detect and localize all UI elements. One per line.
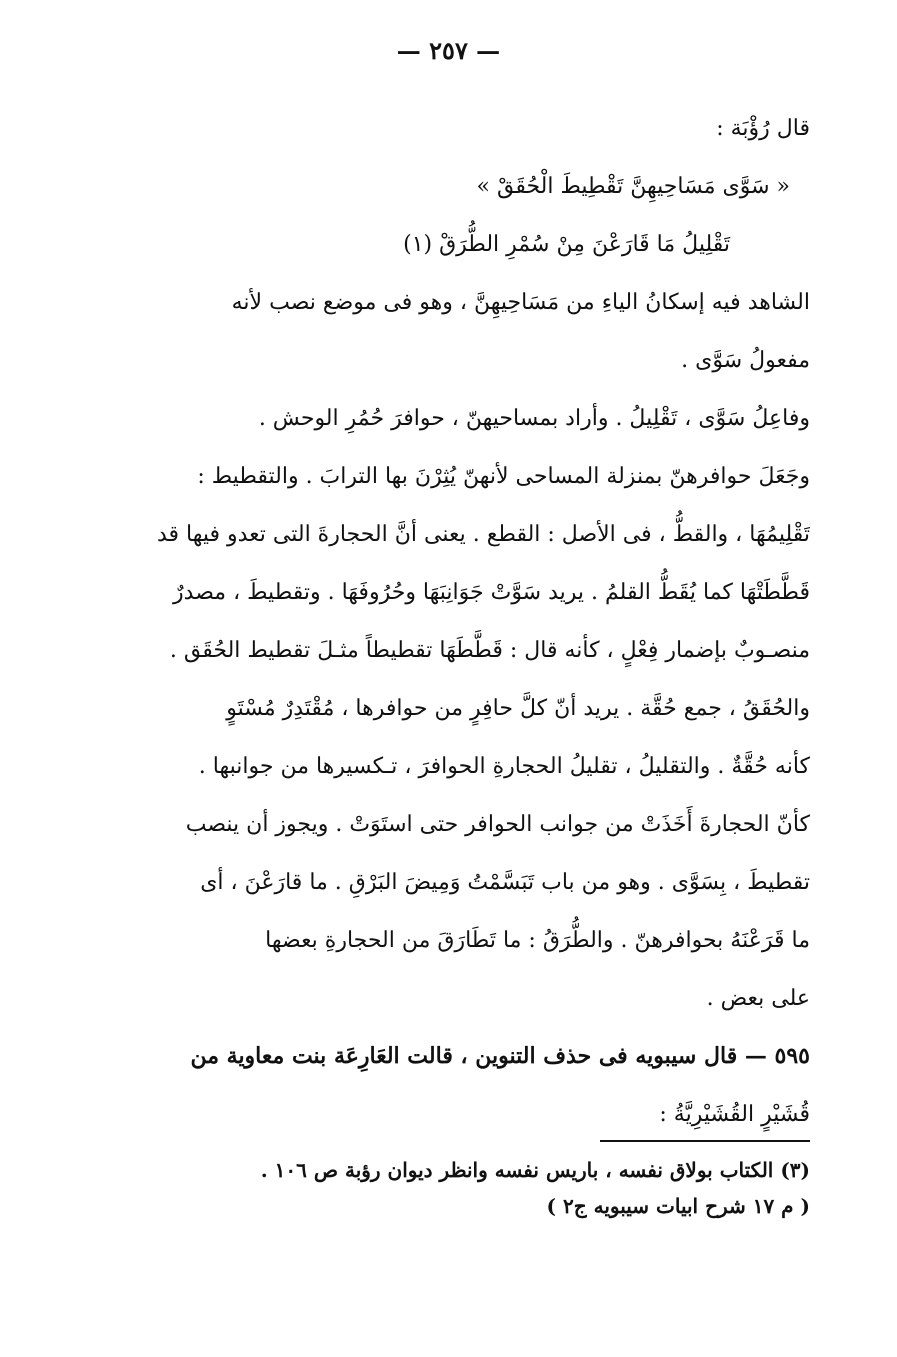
text-line: الشاهد فيه إسكانُ الياءِ من مَسَاحِيهِنَّ ، وهو فى موضع نصب لأنه [231, 290, 810, 315]
verse-line: « سَوَّى مَسَاحِيهِنَّ تَقْطِيطَ الْحُقَقْ » [476, 174, 790, 199]
text-line: مفعولُ سَوَّى . [681, 348, 810, 373]
text-line: تَقْلِيمُهَا ، والقطُّ ، فى الأصل : القطع . يعنى أنَّ الحجارةَ التى تعدو فيها قد [156, 522, 810, 547]
page-body [150, 100, 810, 1144]
text-line: وفاعِلُ سَوَّى ، تَقْلِيلُ . وأراد بمساحيهنّ ، حوافرَ حُمُرِ الوحش . [258, 406, 810, 431]
entry-heading-line: ٥٩٥ — قال سيبويه فى حذف التنوين ، قالت العَارِعَة بنت معاوية من [190, 1043, 810, 1069]
footnote-line: ( م ١٧ شرح ابيات سيبويه ج٢ ) [546, 1194, 810, 1218]
text-line: كأنه حُقَّةٌ . والتقليلُ ، تقليلُ الحجارةِ الحوافرَ ، تـكسيرها من جوانبها . [198, 754, 810, 779]
footnote-line: (٣) الكتاب بولاق نفسه ، باريس نفسه وانظر ديوان رؤبة ص ١٠٦ . [260, 1158, 810, 1182]
footnotes [150, 1152, 810, 1224]
text-line: ما قَرَعْنَهُ بحوافرهنّ . والطُّرَقُ : ما تَطَارَقَ من الحجارةِ بعضها [265, 928, 810, 953]
text-line: وجَعَلَ حوافرهنّ بمنزلة المساحى لأنهنّ يُثِرْنَ بها الترابَ . والتقطيط : [197, 464, 810, 489]
page-number: — ٢٥٧ — [396, 36, 501, 65]
text-line: والحُقَقُ ، جمع حُقَّة . يريد أنّ كلَّ حافِرٍ من حوافرها ، مُقْتَدِرٌ مُسْتَوٍ [226, 696, 810, 721]
text-line: تقطيطَ ، بِسَوَّى . وهو من باب تَبَسَّمْتُ وَمِيضَ البَرْقِ . ما قارَعْنَ ، أى [200, 870, 810, 895]
text-line: على بعض . [706, 986, 810, 1011]
verse-line: تَقْلِيلُ مَا قَارَعْنَ مِنْ سُمْرِ الطُّرَقْ (١) [403, 232, 730, 257]
text-line: كأنّ الحجارةَ أَخَذَتْ من جوانب الحوافر حتى استَوَتْ . ويجوز أن ينصب [185, 812, 810, 837]
footnote-divider [600, 1140, 810, 1142]
text-line: قُشَيْرٍ القُشَيْرِيَّةُ : [659, 1102, 810, 1127]
text-line: قَطَّطَتْهَا كما يُقَطُّ القلمُ . يريد سَوَّتْ جَوَانِبَهَا وحُرُوفَهَا . وتقطيطَ ، مصدرٌ [173, 580, 810, 605]
text-line: قال رُؤْبَة : [716, 116, 810, 141]
text-line: منصـوبٌ بإضمار فِعْلٍ ، كأنه قال : قَطَّطَهَا تقطيطاً مثـلَ تقطيط الحُقَق . [169, 638, 810, 663]
